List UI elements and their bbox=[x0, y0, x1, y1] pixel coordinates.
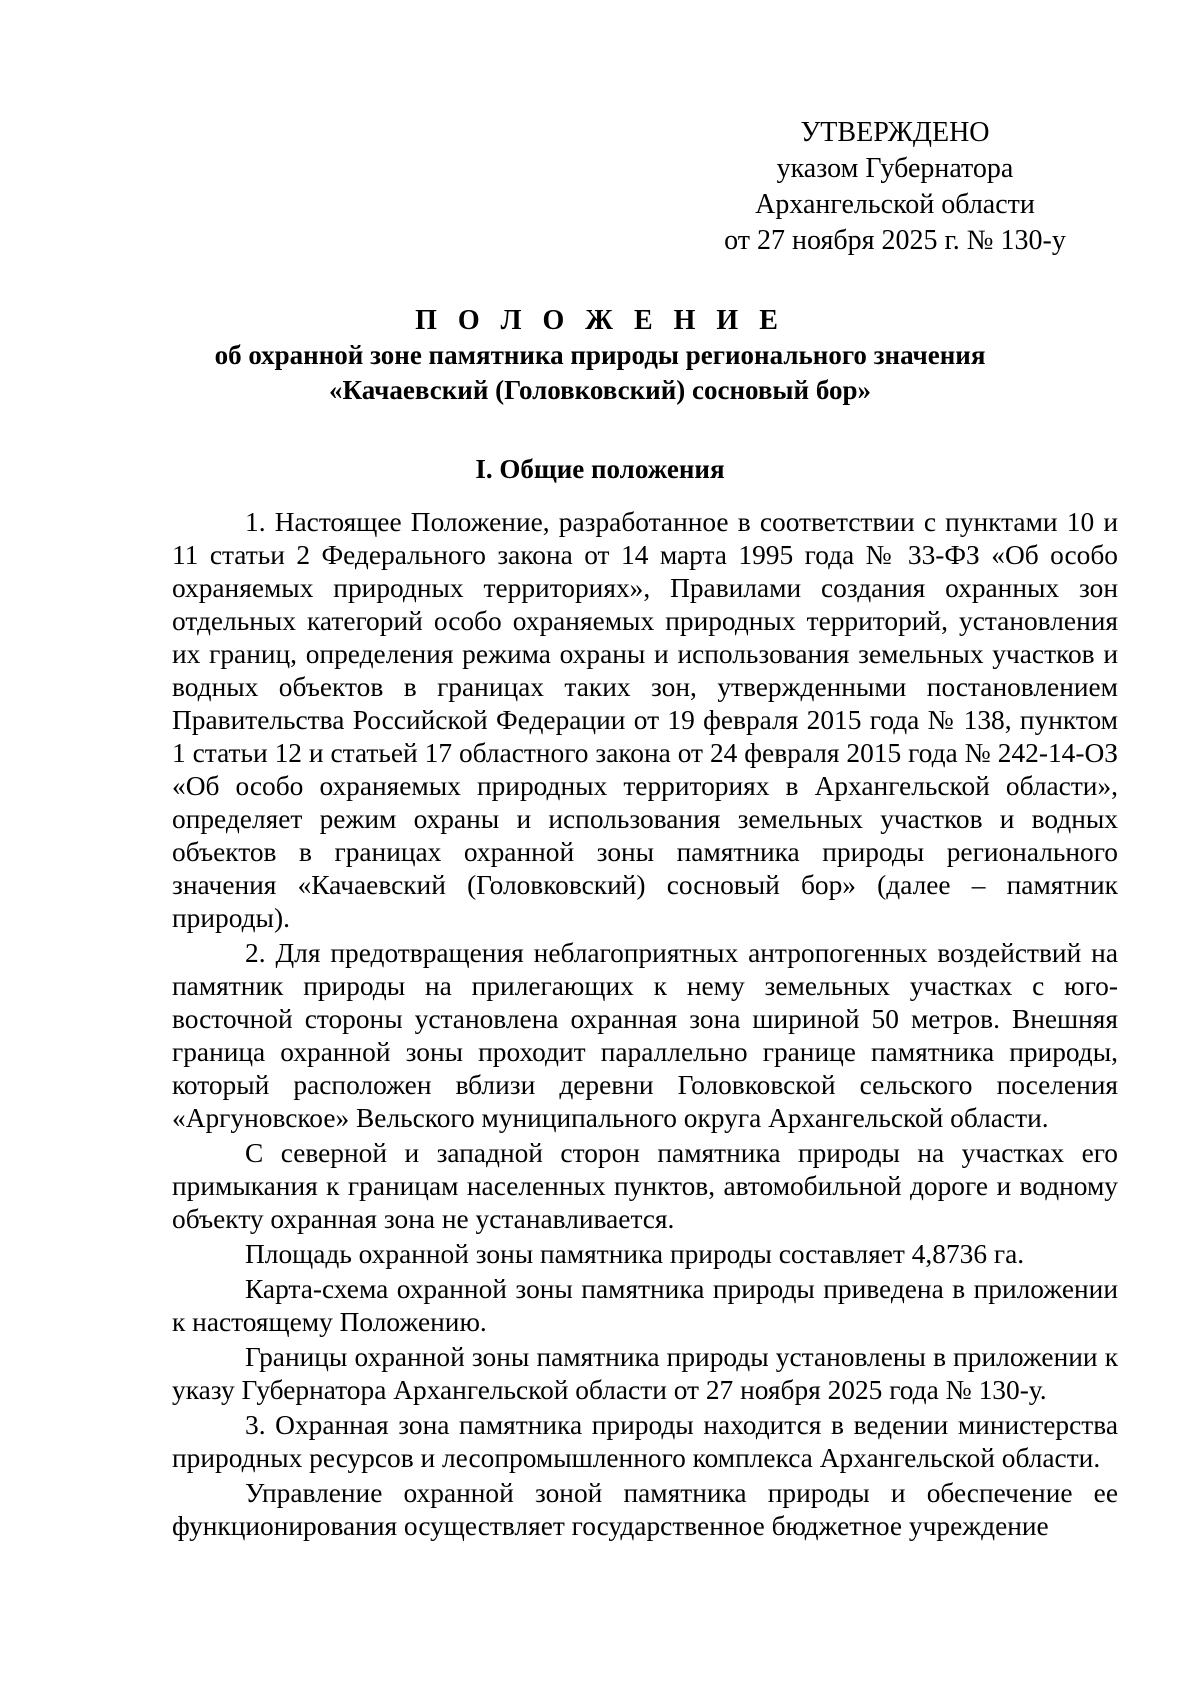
approval-stamp bbox=[700, 115, 1090, 259]
approval-issuer: указом Губернатора bbox=[776, 153, 1014, 184]
paragraph-2: 2. Для предотвращения неблагоприятных антропогенных воздействий на памятник природы на прилегающих к нему земельных участках с юго-восточной стороны установлена охранная зона шириной 50 метров. Внешняя граница охранной зоны проходит параллельно границе памятника природы, который расположен вблизи деревни Головковской сельского поселения «Аргуновское» Вельского муниципального округа Архангельской области. bbox=[172, 938, 1118, 1133]
paragraph-8: Управление охранной зоной памятника природы и обеспечение ее функционирования осуществляет государственное бюджетное учреждение bbox=[172, 1478, 1118, 1541]
document-subtitle-line-2: «Качаевский (Головковский) сосновый бор» bbox=[329, 375, 871, 405]
approval-label: УТВЕРЖДЕНО bbox=[800, 117, 990, 148]
paragraph-6: Границы охранной зоны памятника природы установлены в приложении к указу Губернатора Архангельской области от 27 ноября 2025 года № 130-у. bbox=[172, 1342, 1118, 1405]
approval-region: Архангельской области bbox=[755, 189, 1035, 220]
paragraph-5: Карта-схема охранной зоны памятника природы приведена в приложении к настоящему Положению. bbox=[172, 1274, 1118, 1337]
document-subtitle-line-1: об охранной зоне памятника природы регионального значения bbox=[214, 340, 986, 370]
approval-date-number: от 27 ноября 2025 г. № 130-у bbox=[724, 225, 1066, 256]
document-title: П О Л О Ж Е Н И Е bbox=[415, 305, 785, 336]
paragraph-1: 1. Настоящее Положение, разработанное в соответствии с пунктами 10 и 11 статьи 2 Федерального закона от 14 марта 1995 года № 33-ФЗ «Об особо охраняемых природных территориях», Правилами создания охранных зон отдельных категорий особо охраняемых природных территорий, установления их границ, определения режима охраны и использования земельных участков и водных объектов в границах таких зон, утвержденными постановлением Правительства Российской Федерации от 19 февраля 2015 года № 138, пунктом 1 статьи 12 и статьей 17 областного закона от 24 февраля 2015 года № 242-14-ОЗ «Об особо охраняемых природных территориях в Архангельской области», определяет режим охраны и использования земельных участков и водных объектов в границах охранной зоны памятника природы регионального значения «Качаевский (Головковский) сосновый бор» (далее – памятник природы). bbox=[172, 507, 1118, 933]
document-body bbox=[172, 506, 1118, 1543]
section-heading: I. Общие положения bbox=[475, 454, 725, 484]
document-title-block bbox=[0, 303, 1200, 408]
paragraph-7: 3. Охранная зона памятника природы находится в ведении министерства природных ресурсов и лесопромышленного комплекса Архангельской области. bbox=[172, 1410, 1118, 1473]
paragraph-3: С северной и западной сторон памятника природы на участках его примыкания к границам населенных пунктов, автомобильной дороге и водному объекту охранная зона не устанавливается. bbox=[172, 1138, 1118, 1234]
paragraph-4: Площадь охранной зоны памятника природы составляет 4,8736 га. bbox=[245, 1239, 1025, 1269]
